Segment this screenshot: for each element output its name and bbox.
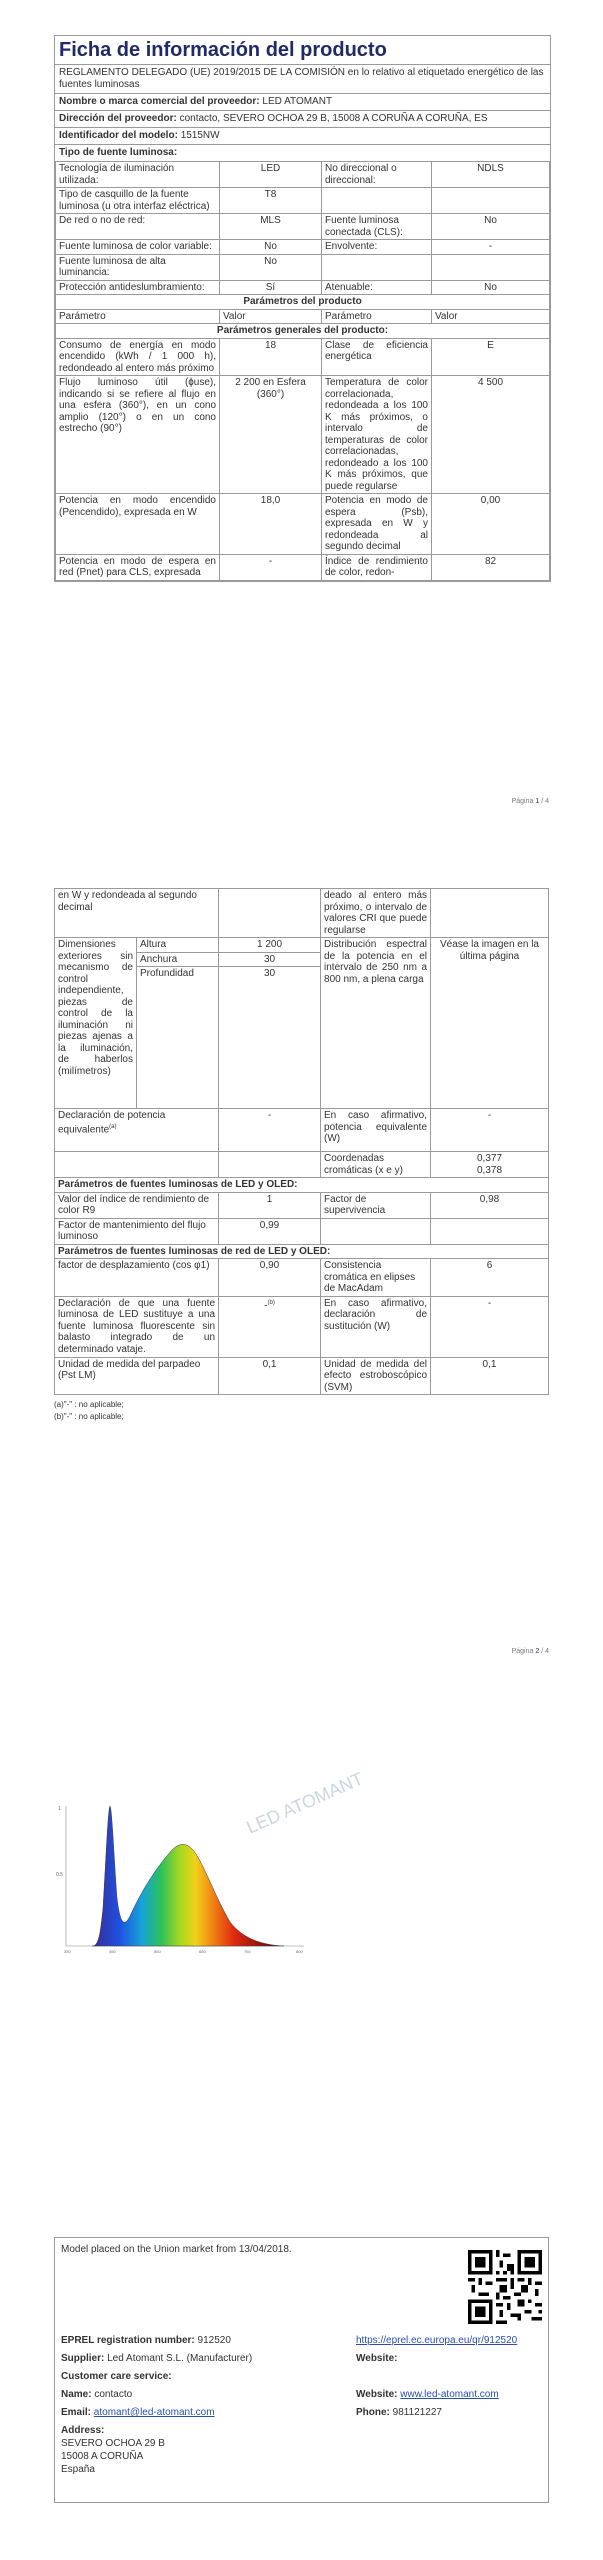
fluo-yes-label: En caso afirmativo, declaración de sustitución (W) xyxy=(321,1296,431,1357)
svm-value: 0,1 xyxy=(431,1357,549,1395)
website-link[interactable]: www.led-atomant.com xyxy=(400,2389,499,2400)
table-row xyxy=(55,1218,549,1244)
fluo-yes-value: - xyxy=(431,1296,549,1357)
eprel-info-box xyxy=(54,2237,549,2503)
qr-code xyxy=(468,2250,542,2324)
type-cell-value: T8 xyxy=(220,188,322,214)
type-cell-value: MLS xyxy=(220,214,322,240)
fluo-value xyxy=(219,1296,321,1357)
supplier-label: Supplier: xyxy=(61,2353,105,2364)
surv-value: 0,98 xyxy=(431,1192,549,1218)
col-param: Parámetro xyxy=(56,309,220,324)
table-row xyxy=(56,188,550,214)
dim-name: Altura xyxy=(137,938,219,953)
type-cell-label: Tecnología de iluminación utilizada: xyxy=(56,162,220,188)
table-row xyxy=(56,338,550,376)
supplier-address-label: Dirección del proveedor: xyxy=(59,113,177,124)
email-label: Email: xyxy=(61,2407,92,2418)
type-cell-label: Envolvente: xyxy=(322,240,432,255)
address-line: SEVERO OCHOA 29 B xyxy=(61,2438,165,2449)
address-line: España xyxy=(61,2464,95,2475)
footnotes xyxy=(54,1399,549,1423)
type-cell-value: No xyxy=(220,240,322,255)
care-label: Customer care service: xyxy=(61,2371,172,2382)
type-cell-label: Fuente luminosa de color variable: xyxy=(56,240,220,255)
type-table xyxy=(55,161,550,581)
phone-value: 981121227 xyxy=(392,2407,442,2418)
type-cell-value: Sí xyxy=(220,280,322,295)
fluo-value-text: - xyxy=(264,1299,268,1311)
supplier-address: contacto, SEVERO OCHOA 29 B, 15008 A CORUÑA A CORUÑA, ES xyxy=(179,113,488,124)
coords-label: Coordenadas cromáticas (x e y) xyxy=(321,1152,431,1178)
page-number xyxy=(512,1648,549,1655)
x-tick: 350 xyxy=(64,1949,71,1954)
equiv-yes-label: En caso afirmativo, potencia equivalente (W) xyxy=(321,1109,431,1152)
params-title-row xyxy=(56,295,550,310)
r9-value: 1 xyxy=(219,1192,321,1218)
table-row xyxy=(56,214,550,240)
spd-value: Véase la imagen en la última página xyxy=(431,938,549,1109)
macadam-value: 6 xyxy=(431,1259,549,1297)
name-row xyxy=(61,2388,542,2401)
type-cell-value: NDLS xyxy=(432,162,550,188)
footnote-a: (a)"-" : no aplicable; xyxy=(54,1400,124,1409)
footnote-ref: (b) xyxy=(267,1299,275,1306)
table-row xyxy=(55,889,549,938)
website-label: Website: xyxy=(356,2389,398,2400)
macadam-label: Consistencia cromática en elipses de MacAdam xyxy=(321,1259,431,1297)
page-number xyxy=(512,798,549,805)
page-2 xyxy=(54,888,549,1423)
model-id-label: Identificador del modelo: xyxy=(59,130,178,141)
svm-label: Unidad de medida del efecto estroboscópico (SVM) xyxy=(321,1357,431,1395)
type-cell-label: No direccional o direccional: xyxy=(322,162,432,188)
mains-title: Parámetros de fuentes luminosas de red de LED y OLED: xyxy=(55,1244,549,1259)
general-title-row xyxy=(56,324,550,339)
table-row xyxy=(56,494,550,555)
address-line: 15008 A CORUÑA xyxy=(61,2451,144,2462)
equiv-label xyxy=(55,1109,219,1152)
param-value: 18,0 xyxy=(220,494,322,555)
disp-value: 0,90 xyxy=(219,1259,321,1297)
page-total: / 4 xyxy=(541,1648,549,1655)
param-value: 4 500 xyxy=(432,376,550,494)
address-label: Address: xyxy=(61,2425,105,2436)
params-table-continued xyxy=(54,888,549,1395)
watermark-logo: LED ATOMANT xyxy=(243,1768,367,1838)
type-cell-value xyxy=(432,188,550,214)
table-row xyxy=(55,1296,549,1357)
empty-cell xyxy=(219,1152,321,1178)
params-header-row xyxy=(56,309,550,324)
param-label: Potencia en modo de espera (Psb), expresada en W y redondeada al segundo decimal xyxy=(322,494,432,555)
supplier-address-row xyxy=(55,111,550,128)
col-value: Valor xyxy=(220,309,322,324)
col-value: Valor xyxy=(432,309,550,324)
disp-label: factor de desplazamiento (cos φ1) xyxy=(55,1259,219,1297)
dims-label: Dimensiones exteriores sin mecanismo de control independiente, piezas de control de la iluminación ni piezas ajenas a la iluminación, de haberlos (milímetros) xyxy=(55,938,137,1109)
model-id: 1515NW xyxy=(180,130,220,141)
equiv-value: - xyxy=(219,1109,321,1152)
type-label: Tipo de fuente luminosa: xyxy=(59,147,178,158)
x-tick: 450 xyxy=(109,1949,116,1954)
param-value xyxy=(219,889,321,938)
email-row xyxy=(61,2406,542,2419)
equiv-label-text: Declaración de potencia equivalente xyxy=(58,1110,166,1135)
supplier-name-label: Nombre o marca comercial del proveedor: xyxy=(59,96,260,107)
type-cell-value: LED xyxy=(220,162,322,188)
name-label: Name: xyxy=(61,2389,92,2400)
footnote-b: (b)"-" : no aplicable; xyxy=(54,1412,124,1421)
param-label: Índice de rendimiento de color, redon- xyxy=(322,554,432,580)
type-cell-label xyxy=(322,188,432,214)
param-label: Potencia en modo de espera en red (Pnet) para CLS, expresada xyxy=(56,554,220,580)
y-tick: 0.5 xyxy=(56,1872,63,1878)
param-label: en W y redondeada al segundo decimal xyxy=(55,889,219,938)
page-current: 1 xyxy=(535,798,540,805)
maint-value: 0,99 xyxy=(219,1218,321,1244)
supplier-row xyxy=(61,2352,542,2365)
led-title: Parámetros de fuentes luminosas de LED y OLED: xyxy=(55,1178,549,1193)
table-row xyxy=(55,1152,549,1178)
param-label: deado al entero más próximo, o intervalo de valores CRI que puede regularse xyxy=(321,889,431,938)
eprel-link[interactable]: https://eprel.ec.europa.eu/qr/912520 xyxy=(356,2335,518,2346)
supplier-value: Led Atomant S.L. (Manufacturer) xyxy=(107,2353,253,2364)
regulation-text: REGLAMENTO DELEGADO (UE) 2019/2015 DE LA COMISIÓN en lo relativo al etiquetado energético de las fuentes luminosas xyxy=(55,65,550,94)
y-tick: 1 xyxy=(58,1806,61,1812)
table-row xyxy=(56,240,550,255)
table-row xyxy=(56,254,550,280)
coords-value xyxy=(431,1152,549,1178)
website-label: Website: xyxy=(356,2353,398,2364)
email-link[interactable]: atomant@led-atomant.com xyxy=(93,2407,215,2418)
footnote-ref: (a) xyxy=(109,1123,117,1130)
col-param: Parámetro xyxy=(322,309,432,324)
page-current: 2 xyxy=(535,1648,540,1655)
table-row xyxy=(55,938,549,953)
table-row xyxy=(56,554,550,580)
type-cell-label: Protección antideslumbramiento: xyxy=(56,280,220,295)
table-row xyxy=(55,1109,549,1152)
type-cell-label: Atenuable: xyxy=(322,280,432,295)
table-row xyxy=(55,1192,549,1218)
param-value: 82 xyxy=(432,554,550,580)
coord-y: 0,378 xyxy=(476,1164,503,1176)
table-row xyxy=(56,280,550,295)
param-label: Flujo luminoso útil (ɸuse), indicando si se refiere al flujo en una esfera (360°), en un cono amplio (120°) o en un cono estrecho (90°) xyxy=(56,376,220,494)
surv-label: Factor de supervivencia xyxy=(321,1192,431,1218)
market-text: Model placed on the Union market from 13/04/2018. xyxy=(61,2244,292,2255)
maint-label: Factor de mantenimiento del flujo luminoso xyxy=(55,1218,219,1244)
eprel-row xyxy=(61,2334,542,2347)
model-id-row xyxy=(55,128,550,145)
eprel-number: 912520 xyxy=(197,2335,231,2346)
led-title-row xyxy=(55,1178,549,1193)
dim-value: 1 200 xyxy=(219,938,321,953)
param-label: Clase de eficiencia energética xyxy=(322,338,432,376)
param-value: - xyxy=(220,554,322,580)
page-label: Página xyxy=(511,1648,534,1655)
page-label: Página xyxy=(511,798,534,805)
spectrum-chart xyxy=(54,1768,367,1958)
param-value xyxy=(431,889,549,938)
dim-name: Anchura xyxy=(137,952,219,967)
type-cell-value: - xyxy=(432,240,550,255)
type-cell-value: No xyxy=(432,214,550,240)
type-cell-label: Fuente luminosa de alta luminancia: xyxy=(56,254,220,280)
type-cell-label: De red o no de red: xyxy=(56,214,220,240)
type-cell-label xyxy=(322,254,432,280)
empty-cell xyxy=(431,1218,549,1244)
phone-label: Phone: xyxy=(356,2407,390,2418)
x-tick: 800 xyxy=(296,1949,303,1954)
params-title: Parámetros del producto xyxy=(56,295,550,310)
table-row xyxy=(56,376,550,494)
table-row xyxy=(55,1259,549,1297)
mains-title-row xyxy=(55,1244,549,1259)
type-cell-label: Tipo de casquillo de la fuente luminosa (u otra interfaz eléctrica) xyxy=(56,188,220,214)
param-value: 18 xyxy=(220,338,322,376)
spectrum-figure xyxy=(54,1768,367,1958)
dim-value: 30 xyxy=(219,967,321,1109)
param-label: Potencia en modo encendido (Pencendido), expresada en W xyxy=(56,494,220,555)
r9-label: Valor del índice de rendimiento de color R9 xyxy=(55,1192,219,1218)
table-row xyxy=(55,1357,549,1395)
x-tick: 650 xyxy=(199,1949,206,1954)
x-tick: 550 xyxy=(154,1949,161,1954)
param-label: Temperatura de color correlacionada, redondeada a los 100 K más próximos, o intervalo de temperaturas de color correlacionadas, redondeado a los 100 K más próximos, que puede regularse xyxy=(322,376,432,494)
coord-x: 0,377 xyxy=(476,1153,503,1164)
page-1 xyxy=(54,35,551,582)
type-cell-value: No xyxy=(432,280,550,295)
general-title: Parámetros generales del producto: xyxy=(56,324,550,339)
pst-label: Unidad de medida del parpadeo (Pst LM) xyxy=(55,1357,219,1395)
eprel-label: EPREL registration number: xyxy=(61,2335,195,2346)
supplier-name: LED ATOMANT xyxy=(262,96,333,107)
param-value: E xyxy=(432,338,550,376)
table-row xyxy=(56,162,550,188)
dim-name: Profundidad xyxy=(137,967,219,1109)
dim-value: 30 xyxy=(219,952,321,967)
x-tick: 750 xyxy=(244,1949,251,1954)
equiv-yes-value: - xyxy=(431,1109,549,1152)
spd-label: Distribución espectral de la potencia en el intervalo de 250 nm a 800 nm, a plena carga xyxy=(321,938,431,1109)
supplier-name-row xyxy=(55,94,550,111)
type-cell-label: Fuente luminosa conectada (CLS): xyxy=(322,214,432,240)
empty-cell xyxy=(321,1218,431,1244)
page-title: Ficha de información del producto xyxy=(55,36,550,65)
page-total: / 4 xyxy=(541,798,549,805)
param-value: 0,00 xyxy=(432,494,550,555)
name-value: contacto xyxy=(94,2389,133,2400)
empty-cell xyxy=(55,1152,219,1178)
param-value: 2 200 en Esfera (360°) xyxy=(220,376,322,494)
type-cell-value: No xyxy=(220,254,322,280)
pst-value: 0,1 xyxy=(219,1357,321,1395)
fluo-label: Declaración de que una fuente luminosa de LED sustituye a una fuente luminosa fluorescente sin balasto integrado de un determinado vataje. xyxy=(55,1296,219,1357)
type-cell-value xyxy=(432,254,550,280)
param-label: Consumo de energía en modo encendido (kWh / 1 000 h), redondeado al entero más próximo xyxy=(56,338,220,376)
